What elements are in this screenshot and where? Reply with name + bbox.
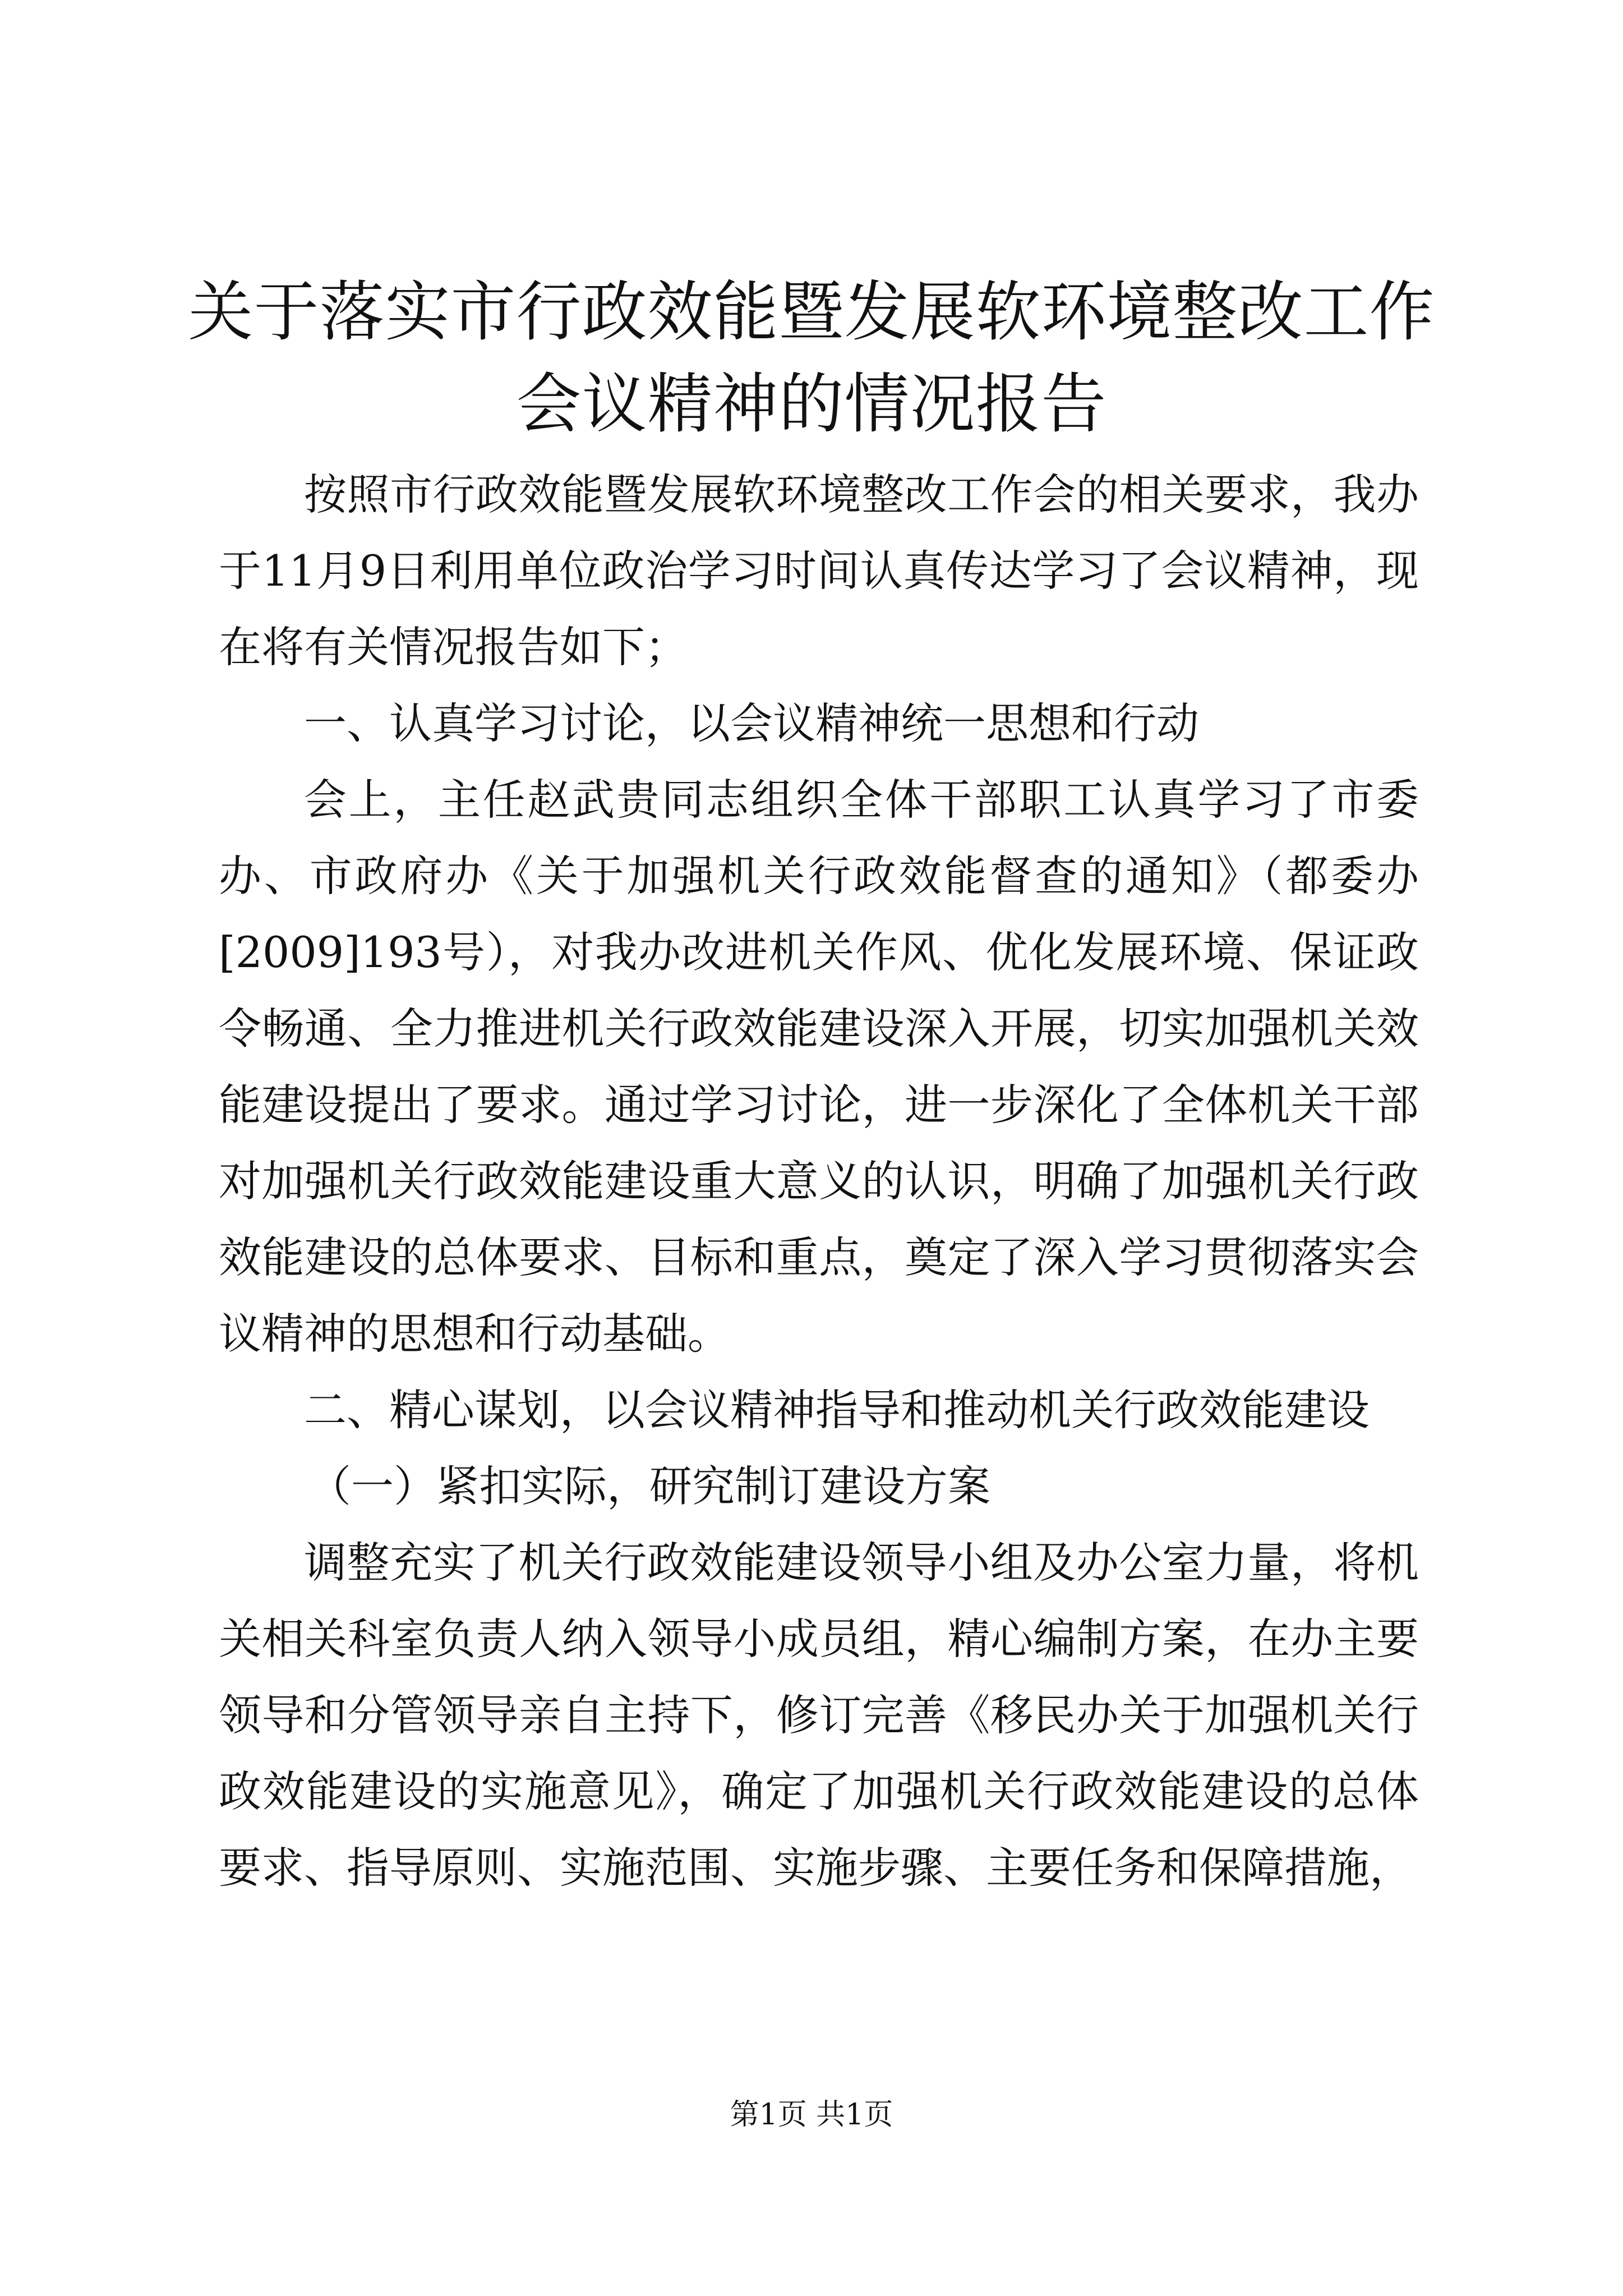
- subsection-heading-1: （一）紧扣实际，研究制订建设方案: [308, 1461, 990, 1511]
- paragraph-section-1: 会上，主任赵武贵同志组织全体干部职工认真学习了市委办、市政府办《关于加强机关行政效能督查的通知》（都委办[2009]193号），对我办改进机关作风、优化发展环境、保证政令畅通、全力推进机关行政效能建设深入开展，切实加强机关效能建设提出了要求。通过学习讨论，进一步深化了全体机关干部对加强机关行政效能建设重大意义的认识，明确了加强机关行政效能建设的总体要求、目标和重点，奠定了深入学习贯彻落实会议精神的思想和行动基础。: [219, 775, 1419, 1359]
- section-heading-2: 二、精心谋划，以会议精神指导和推动机关行政效能建设: [304, 1385, 1370, 1435]
- document-title: 关于落实市行政效能暨发展软环境整改工作会议精神的情况报告: [188, 274, 1435, 442]
- section-heading-1: 一、认真学习讨论，以会议精神统一思想和行动: [304, 698, 1199, 748]
- page-footer: 第1页 共1页: [730, 2098, 893, 2132]
- paragraph-intro: 按照市行政效能暨发展软环境整改工作会的相关要求，我办于11月9日利用单位政治学习时间认真传达学习了会议精神，现在将有关情况报告如下；: [219, 470, 1419, 672]
- paragraph-subsection-1: 调整充实了机关行政效能建设领导小组及办公室力量，将机关相关科室负责人纳入领导小成员组，精心编制方案，在办主要领导和分管领导亲自主持下，修订完善《移民办关于加强机关行政效能建设的实施意见》，确定了加强机关行政效能建设的总体要求、指导原则、实施范围、实施步骤、主要任务和保障措施，: [219, 1538, 1419, 1893]
- document-body: [219, 457, 1419, 1906]
